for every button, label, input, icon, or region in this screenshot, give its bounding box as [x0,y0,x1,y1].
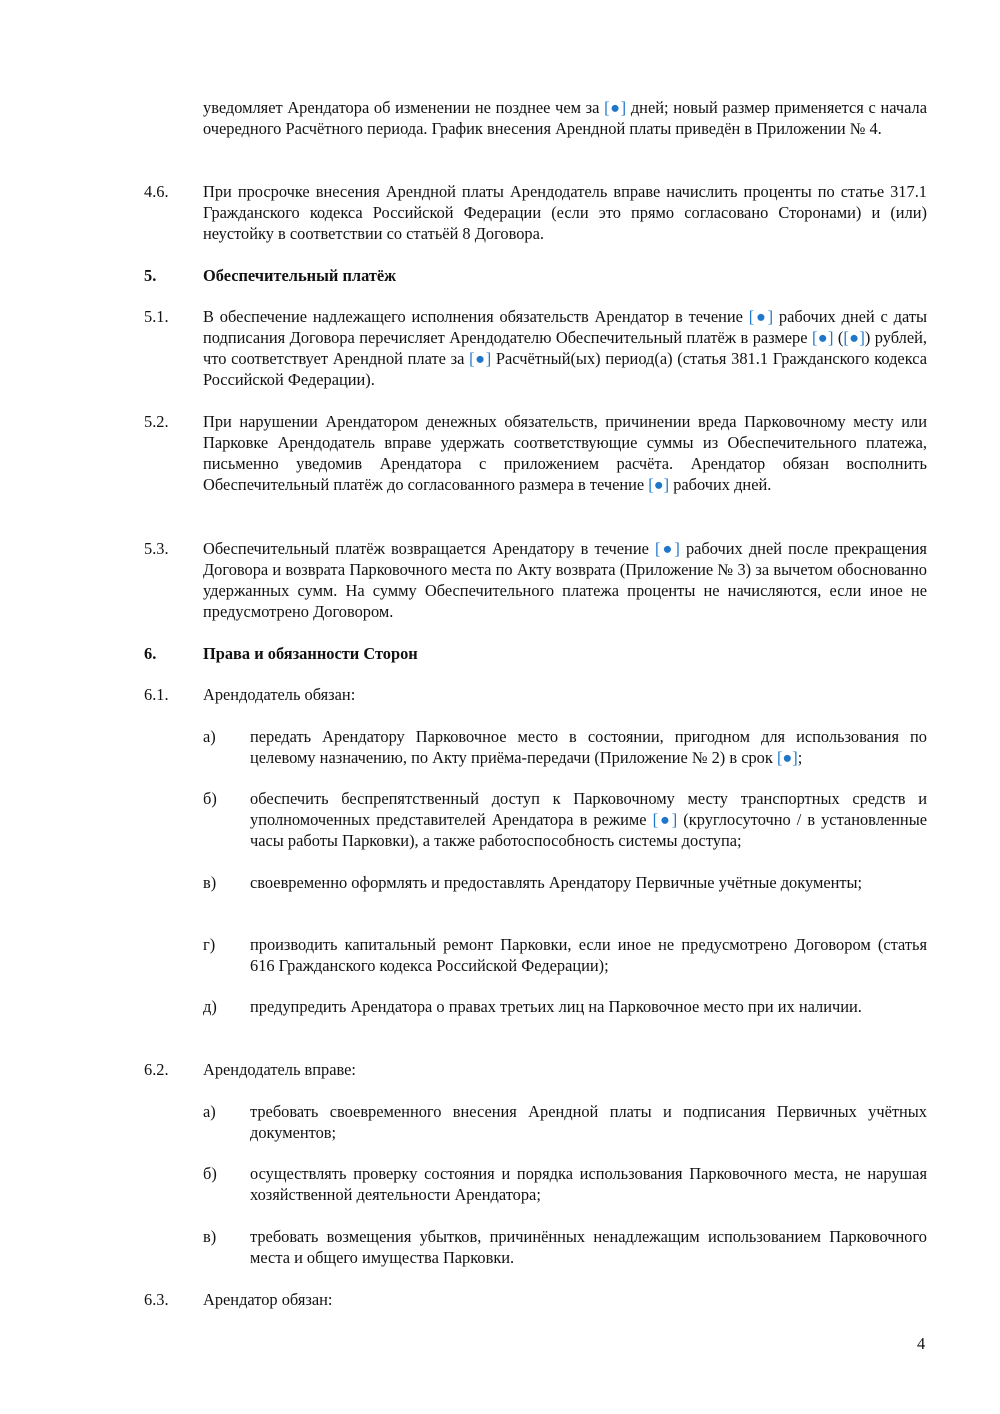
list-item-text [250,726,927,768]
list-item-letter: а) [203,1102,216,1121]
text-run: ( [833,328,844,347]
text-run: В обеспечение надлежащего исполнения обязательств Арендатор в течение [203,307,749,326]
text-run: уведомляет Арендатора об изменении не позднее чем за [203,98,605,117]
section-title: Права и обязанности Сторон [203,644,418,663]
list-item-letter: в) [203,873,217,892]
list-item-text [250,788,927,851]
list-item-text: предупредить Арендатора о правах третьих лиц на Парковочное место при их наличии. [250,997,862,1016]
text-run: рабочих дней с даты подписания Договора перечисляет Арендодателю Обеспечительный платёж в размере [203,307,927,347]
page-number: 4 [917,1334,926,1353]
placeholder-marker: [●] [843,328,865,347]
placeholder-marker: [●] [776,748,798,767]
clause-text [203,538,927,622]
placeholder-marker: [●] [648,475,670,494]
text-run: (круглосуточно / в установленные часы работы Парковки), а также работоспособность системы доступа; [250,810,927,850]
clause-number: 5.2. [144,412,169,431]
text-run: обеспечить беспрепятственный доступ к Парковочному месту транспортных средств и уполномоченных представителей Арендатора в режиме [250,789,927,829]
list-item-letter: а) [203,727,216,746]
clause-number: 5.3. [144,539,169,558]
text-run: ; [797,748,803,767]
clause-text: Арендатор обязан: [203,1290,333,1309]
section-number: 5. [144,266,157,285]
text-run: ) рублей, что соответствует Арендной плате за [203,328,927,368]
list-item-letter: д) [203,997,217,1016]
text-run: Обеспечительный платёж возвращается Арендатору в течение [203,539,655,558]
placeholder-marker: [●] [652,810,678,829]
placeholder-marker: [●] [748,307,774,326]
clause-text: Арендодатель обязан: [203,685,356,704]
list-item-letter: б) [203,1164,217,1183]
list-item-text: требовать своевременного внесения Арендной платы и подписания Первичных учётных документов; [250,1102,927,1142]
list-item-text: производить капитальный ремонт Парковки, если иное не предусмотрено Договором (статья 616 Гражданского кодекса Российской Федерации); [250,935,927,975]
text-run: рабочих дней. [669,475,772,494]
clause-number: 4.6. [144,182,169,201]
placeholder-marker: [●] [811,328,834,347]
clause-text [203,306,927,390]
placeholder-marker: [●] [469,349,492,368]
clause-number: 6.1. [144,685,169,704]
text-run: дней; новый размер применяется с начала очередного Расчётного периода. График внесения Арендной платы приведён в Приложении № 4. [203,98,927,138]
list-item-text: своевременно оформлять и предоставлять Арендатору Первичные учётные документы; [250,873,863,892]
list-item-letter: в) [203,1227,217,1246]
text-run: передать Арендатору Парковочное место в состоянии, пригодном для использования по целевому назначению, по Акту приёма-передачи (Приложение № 2) в срок [250,727,927,767]
text-run: При нарушении Арендатором денежных обязательств, причинении вреда Парковочному месту или Парковке Арендодатель вправе удержать соответствующие суммы из Обеспечительного платежа, письменно уведомив Арендатора с приложением расчёта. Арендатор обязан восполнить Обеспечительный платёж до согласованного размера в течение [203,412,927,494]
clause-text [203,411,927,495]
list-item-text: осуществлять проверку состояния и порядка использования Парковочного места, не нарушая хозяйственной деятельности Арендатора; [250,1164,927,1204]
clause-text: При просрочке внесения Арендной платы Арендодатель вправе начислить проценты по статье 317.1 Гражданского кодекса Российской Федерации (если это прямо согласовано Сторонами) и (или) неустойку в соответствии со статьёй 8 Договора. [203,182,927,243]
list-item-text: требовать возмещения убытков, причинённых ненадлежащим использованием Парковочного места и общего имущества Парковки. [250,1227,927,1267]
text-run: рабочих дней после прекращения Договора и возврата Парковочного места по Акту возврата (Приложение № 3) за вычетом обоснованно удержанных сумм. На сумму Обеспечительного платежа проценты не начисляются, если иное не предусмотрено Договором. [203,539,927,621]
list-item-letter: г) [203,935,216,954]
text-run: Расчётный(ых) период(а) (статья 381.1 Гражданского кодекса Российской Федерации). [203,349,927,389]
section-number: 6. [144,644,157,663]
placeholder-marker: [●] [604,98,627,117]
clause-number: 6.3. [144,1290,169,1309]
clause-number: 6.2. [144,1060,169,1079]
section-title: Обеспечительный платёж [203,266,397,285]
clause-text: Арендодатель вправе: [203,1060,356,1079]
placeholder-marker: [●] [654,539,680,558]
paragraph-continuation [203,97,927,139]
list-item-letter: б) [203,789,217,808]
clause-number: 5.1. [144,307,169,326]
